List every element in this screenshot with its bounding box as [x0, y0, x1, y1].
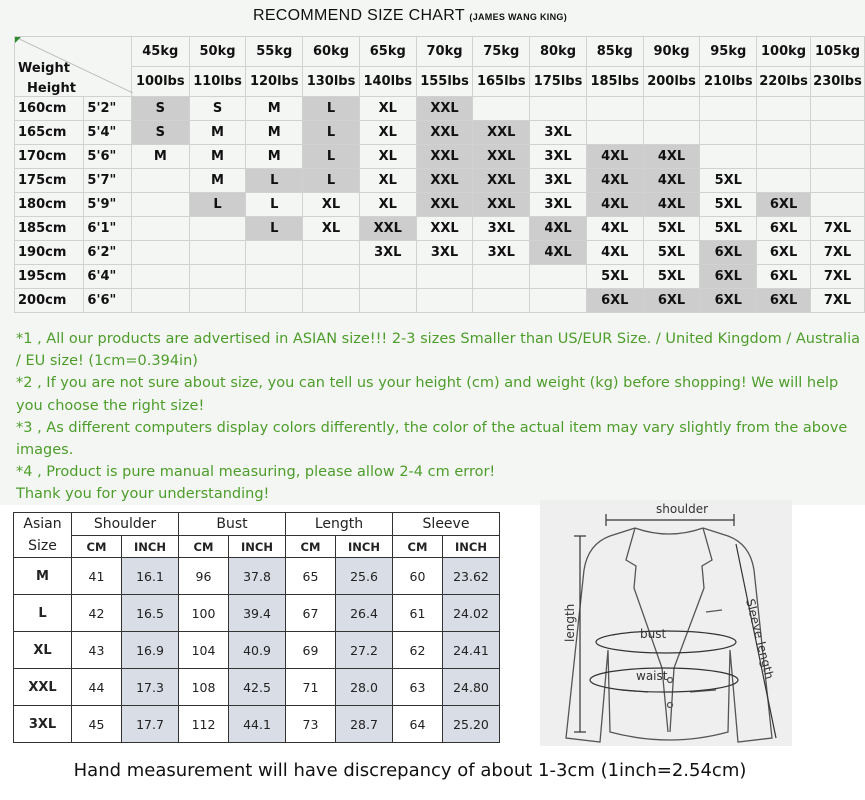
- size-cell: [700, 97, 757, 121]
- measure-cm-value: 65: [286, 558, 336, 595]
- size-cell: 4XL: [530, 217, 587, 241]
- height-ft: 5'6": [84, 145, 132, 169]
- size-cell: [643, 97, 700, 121]
- height-cm: 180cm: [15, 193, 84, 217]
- size-cell: L: [246, 169, 303, 193]
- size-cell: 6XL: [700, 265, 757, 289]
- measure-inch-value: 37.8: [229, 558, 286, 595]
- size-cell: L: [189, 193, 246, 217]
- height-cm: 170cm: [15, 145, 84, 169]
- size-cell: 3XL: [416, 241, 473, 265]
- size-cell: [810, 169, 864, 193]
- measure-cm-value: 41: [72, 558, 122, 595]
- size-cell: 4XL: [586, 169, 643, 193]
- unit-cm-header: CM: [179, 536, 229, 558]
- size-cell: [303, 265, 360, 289]
- measure-cm-value: 104: [179, 632, 229, 669]
- size-cell: 3XL: [530, 193, 587, 217]
- size-cell: 3XL: [530, 121, 587, 145]
- height-cm: 185cm: [15, 217, 84, 241]
- size-cell: 7XL: [810, 265, 864, 289]
- size-cell: XL: [359, 121, 416, 145]
- height-cm: 160cm: [15, 97, 84, 121]
- size-cell: [246, 241, 303, 265]
- measure-row: [14, 632, 500, 669]
- height-label: Height: [27, 81, 76, 96]
- size-cell: 5XL: [700, 193, 757, 217]
- size-cell: [700, 121, 757, 145]
- size-cell: [416, 289, 473, 313]
- size-chart-row: [15, 241, 865, 265]
- measure-cm-value: 64: [393, 706, 443, 743]
- size-cell: [810, 121, 864, 145]
- measure-cm-value: 43: [72, 632, 122, 669]
- size-cell: [189, 265, 246, 289]
- note-4: *4 , Product is pure manual measuring, please allow 2-4 cm error!: [16, 464, 496, 481]
- measure-size: XL: [14, 632, 72, 669]
- size-cell: XL: [359, 193, 416, 217]
- waist-label: waist: [636, 669, 668, 683]
- chart-title-brand: (JAMES WANG KING): [469, 12, 567, 22]
- size-chart-row: [15, 289, 865, 313]
- measure-cm-value: 73: [286, 706, 336, 743]
- measure-inch-value: 16.9: [122, 632, 179, 669]
- size-cell: [530, 265, 587, 289]
- size-cell: 5XL: [700, 169, 757, 193]
- measure-size: M: [14, 558, 72, 595]
- size-cell: [643, 121, 700, 145]
- measure-cm-value: 60: [393, 558, 443, 595]
- weight-lbs-header: 165lbs: [473, 67, 530, 97]
- size-cell: [473, 97, 530, 121]
- size-cell: [586, 121, 643, 145]
- size-cell: [359, 289, 416, 313]
- size-cell: M: [189, 121, 246, 145]
- size-cell: [359, 265, 416, 289]
- measure-inch-value: 17.3: [122, 669, 179, 706]
- size-cell: 7XL: [810, 289, 864, 313]
- size-cell: [131, 265, 189, 289]
- sleeve-length-label: Sleeve length: [743, 597, 777, 681]
- weight-lbs-header: 140lbs: [359, 67, 416, 97]
- footer-note: Hand measurement will have discrepancy of about 1-3cm (1inch=2.54cm): [73, 760, 747, 781]
- measure-inch-value: 28.7: [336, 706, 393, 743]
- measure-cm-value: 61: [393, 595, 443, 632]
- size-cell: [586, 97, 643, 121]
- weight-kg-header: 75kg: [473, 37, 530, 67]
- size-cell: 4XL: [586, 193, 643, 217]
- weight-kg-header: 100kg: [757, 37, 811, 67]
- size-cell: XXL: [416, 193, 473, 217]
- size-cell: S: [189, 97, 246, 121]
- size-cell: 3XL: [530, 145, 587, 169]
- weight-lbs-header: 100lbs: [131, 67, 189, 97]
- size-cell: 4XL: [586, 241, 643, 265]
- measurement-table: [13, 512, 500, 743]
- size-cell: [757, 169, 811, 193]
- size-cell: [700, 145, 757, 169]
- size-cell: 7XL: [810, 241, 864, 265]
- size-cell: XL: [303, 193, 360, 217]
- measure-inch-value: 25.6: [336, 558, 393, 595]
- size-cell: L: [303, 121, 360, 145]
- size-cell: 5XL: [586, 265, 643, 289]
- measure-cm-value: 62: [393, 632, 443, 669]
- height-ft: 6'4": [84, 265, 132, 289]
- weight-lbs-header: 220lbs: [757, 67, 811, 97]
- note-1: *1 , All our products are advertised in ASIAN size!!! 2-3 sizes Smaller than US/EUR Size. / United Kingdom / Australia / EU size! (1cm=0.394in): [16, 331, 860, 370]
- size-cell: XXL: [473, 169, 530, 193]
- size-cell: 6XL: [757, 265, 811, 289]
- weight-label: Weight: [18, 61, 70, 76]
- measure-inch-value: 40.9: [229, 632, 286, 669]
- size-cell: M: [246, 121, 303, 145]
- size-cell: 4XL: [643, 145, 700, 169]
- size-cell: [530, 97, 587, 121]
- height-ft: 6'2": [84, 241, 132, 265]
- asian-size-header: [14, 513, 72, 558]
- measure-inch-value: 25.20: [443, 706, 500, 743]
- height-cm: 195cm: [15, 265, 84, 289]
- size-cell: [131, 241, 189, 265]
- size-chart-table: [14, 36, 865, 313]
- size-cell: 7XL: [810, 217, 864, 241]
- jacket-illustration: [540, 500, 792, 746]
- weight-lbs-header: 120lbs: [246, 67, 303, 97]
- size-cell: [416, 265, 473, 289]
- weight-kg-header: 50kg: [189, 37, 246, 67]
- weight-kg-header: 105kg: [810, 37, 864, 67]
- measure-inch-value: 42.5: [229, 669, 286, 706]
- measure-size: L: [14, 595, 72, 632]
- unit-cm-header: CM: [393, 536, 443, 558]
- size-cell: 6XL: [757, 217, 811, 241]
- weight-kg-header: 90kg: [643, 37, 700, 67]
- size-cell: [473, 289, 530, 313]
- size-chart-row: [15, 193, 865, 217]
- size-chart-row: [15, 217, 865, 241]
- height-cm: 165cm: [15, 121, 84, 145]
- measure-row: [14, 595, 500, 632]
- size-cell: 3XL: [359, 241, 416, 265]
- unit-cm-header: CM: [286, 536, 336, 558]
- size-cell: XL: [359, 169, 416, 193]
- size-cell: XXL: [473, 193, 530, 217]
- size-cell: 6XL: [643, 289, 700, 313]
- height-ft: 5'4": [84, 121, 132, 145]
- height-cm: 175cm: [15, 169, 84, 193]
- unit-inch-header: INCH: [336, 536, 393, 558]
- height-cm: 200cm: [15, 289, 84, 313]
- weight-height-corner: [15, 37, 132, 97]
- unit-inch-header: INCH: [229, 536, 286, 558]
- height-cm: 190cm: [15, 241, 84, 265]
- height-ft: 6'6": [84, 289, 132, 313]
- measure-cm-value: 63: [393, 669, 443, 706]
- measure-inch-value: 24.02: [443, 595, 500, 632]
- size-cell: 6XL: [700, 241, 757, 265]
- weight-lbs-header: 185lbs: [586, 67, 643, 97]
- measure-cm-value: 96: [179, 558, 229, 595]
- size-cell: XXL: [416, 145, 473, 169]
- size-cell: 4XL: [586, 145, 643, 169]
- weight-lbs-header: 200lbs: [643, 67, 700, 97]
- notes-block: [16, 328, 861, 506]
- size-cell: 3XL: [530, 169, 587, 193]
- weight-kg-header: 80kg: [530, 37, 587, 67]
- size-cell: M: [131, 145, 189, 169]
- height-ft: 5'7": [84, 169, 132, 193]
- weight-lbs-header: 155lbs: [416, 67, 473, 97]
- size-cell: S: [131, 121, 189, 145]
- measure-cm-value: 112: [179, 706, 229, 743]
- size-cell: [303, 241, 360, 265]
- size-cell: [473, 265, 530, 289]
- measure-inch-value: 16.1: [122, 558, 179, 595]
- weight-kg-header: 85kg: [586, 37, 643, 67]
- size-cell: XXL: [416, 121, 473, 145]
- weight-kg-header: 70kg: [416, 37, 473, 67]
- size-cell: XXL: [473, 145, 530, 169]
- size-cell: [189, 217, 246, 241]
- size-cell: [810, 193, 864, 217]
- size-cell: [810, 145, 864, 169]
- size-cell: 3XL: [473, 241, 530, 265]
- size-cell: 6XL: [757, 193, 811, 217]
- weight-kg-header: 45kg: [131, 37, 189, 67]
- measure-row: [14, 706, 500, 743]
- measure-inch-value: 23.62: [443, 558, 500, 595]
- measure-group-header: Bust: [179, 513, 286, 536]
- measure-row: [14, 558, 500, 595]
- measure-row: [14, 669, 500, 706]
- size-cell: L: [246, 193, 303, 217]
- size-cell: [810, 97, 864, 121]
- size-cell: [303, 289, 360, 313]
- asian-size-header-bottom: Size: [28, 538, 57, 554]
- measure-inch-value: 39.4: [229, 595, 286, 632]
- size-cell: L: [303, 97, 360, 121]
- size-cell: [246, 289, 303, 313]
- measure-size: XXL: [14, 669, 72, 706]
- size-cell: L: [303, 169, 360, 193]
- measure-cm-value: 45: [72, 706, 122, 743]
- asian-size-header-top: Asian: [23, 516, 62, 532]
- height-ft: 5'2": [84, 97, 132, 121]
- size-cell: [246, 265, 303, 289]
- jacket-diagram: [540, 500, 792, 746]
- size-cell: [757, 145, 811, 169]
- length-label: length: [563, 603, 577, 642]
- height-ft: 6'1": [84, 217, 132, 241]
- measure-group-header: Length: [286, 513, 393, 536]
- measure-cm-value: 69: [286, 632, 336, 669]
- measure-cm-value: 44: [72, 669, 122, 706]
- measure-inch-value: 28.0: [336, 669, 393, 706]
- weight-kg-header: 65kg: [359, 37, 416, 67]
- size-cell: XL: [359, 97, 416, 121]
- size-cell: [131, 193, 189, 217]
- chart-title: [0, 7, 820, 25]
- size-cell: [189, 289, 246, 313]
- weight-lbs-header: 210lbs: [700, 67, 757, 97]
- size-cell: L: [303, 145, 360, 169]
- size-cell: XXL: [416, 217, 473, 241]
- size-cell: M: [246, 145, 303, 169]
- size-cell: 4XL: [530, 241, 587, 265]
- weight-lbs-header: 130lbs: [303, 67, 360, 97]
- measure-group-header: Sleeve: [393, 513, 500, 536]
- size-cell: 5XL: [643, 241, 700, 265]
- size-cell: 5XL: [643, 265, 700, 289]
- size-cell: M: [246, 97, 303, 121]
- weight-lbs-header: 175lbs: [530, 67, 587, 97]
- size-cell: [131, 169, 189, 193]
- size-cell: XL: [303, 217, 360, 241]
- size-cell: [757, 121, 811, 145]
- measure-group-header: Shoulder: [72, 513, 179, 536]
- weight-lbs-header: 230lbs: [810, 67, 864, 97]
- weight-kg-header: 60kg: [303, 37, 360, 67]
- weight-kg-header: 55kg: [246, 37, 303, 67]
- weight-lbs-header: 110lbs: [189, 67, 246, 97]
- weight-kg-header: 95kg: [700, 37, 757, 67]
- size-cell: XXL: [359, 217, 416, 241]
- height-ft: 5'9": [84, 193, 132, 217]
- measure-inch-value: 16.5: [122, 595, 179, 632]
- note-2: *2 , If you are not sure about size, you can tell us your height (cm) and weight (kg) before shopping! We will help you choose the right size!: [16, 375, 839, 414]
- measure-inch-value: 17.7: [122, 706, 179, 743]
- measure-inch-value: 27.2: [336, 632, 393, 669]
- measure-cm-value: 108: [179, 669, 229, 706]
- size-chart-row: [15, 265, 865, 289]
- size-chart-row: [15, 97, 865, 121]
- size-cell: 6XL: [700, 289, 757, 313]
- size-cell: 4XL: [643, 193, 700, 217]
- measure-size: 3XL: [14, 706, 72, 743]
- size-cell: [189, 241, 246, 265]
- size-chart-row: [15, 121, 865, 145]
- size-cell: [757, 97, 811, 121]
- size-cell: XL: [359, 145, 416, 169]
- measure-cm-value: 42: [72, 595, 122, 632]
- size-cell: XXL: [416, 97, 473, 121]
- size-cell: 5XL: [643, 217, 700, 241]
- bust-label: bust: [640, 627, 667, 641]
- size-chart-row: [15, 145, 865, 169]
- size-cell: 6XL: [586, 289, 643, 313]
- measure-cm-value: 100: [179, 595, 229, 632]
- unit-inch-header: INCH: [122, 536, 179, 558]
- size-cell: S: [131, 97, 189, 121]
- size-cell: 4XL: [643, 169, 700, 193]
- size-chart-row: [15, 169, 865, 193]
- chart-title-main: RECOMMEND SIZE CHART: [252, 7, 465, 24]
- unit-cm-header: CM: [72, 536, 122, 558]
- measure-cm-value: 67: [286, 595, 336, 632]
- size-cell: M: [189, 145, 246, 169]
- measure-inch-value: 26.4: [336, 595, 393, 632]
- size-cell: 4XL: [586, 217, 643, 241]
- measure-cm-value: 71: [286, 669, 336, 706]
- size-cell: [131, 217, 189, 241]
- size-cell: [530, 289, 587, 313]
- size-cell: L: [246, 217, 303, 241]
- shoulder-label: shoulder: [656, 502, 709, 516]
- unit-inch-header: INCH: [443, 536, 500, 558]
- size-cell: 6XL: [757, 289, 811, 313]
- note-3: *3 , As different computers display colors differently, the color of the actual item may vary slightly from the above images.: [16, 419, 848, 459]
- size-cell: 3XL: [473, 217, 530, 241]
- size-cell: M: [189, 169, 246, 193]
- measure-inch-value: 24.80: [443, 669, 500, 706]
- size-cell: [131, 289, 189, 313]
- size-cell: 6XL: [757, 241, 811, 265]
- size-cell: XXL: [416, 169, 473, 193]
- size-cell: XXL: [473, 121, 530, 145]
- measure-inch-value: 24.41: [443, 632, 500, 669]
- note-thanks: Thank you for your understanding!: [16, 486, 270, 503]
- measure-inch-value: 44.1: [229, 706, 286, 743]
- size-cell: 5XL: [700, 217, 757, 241]
